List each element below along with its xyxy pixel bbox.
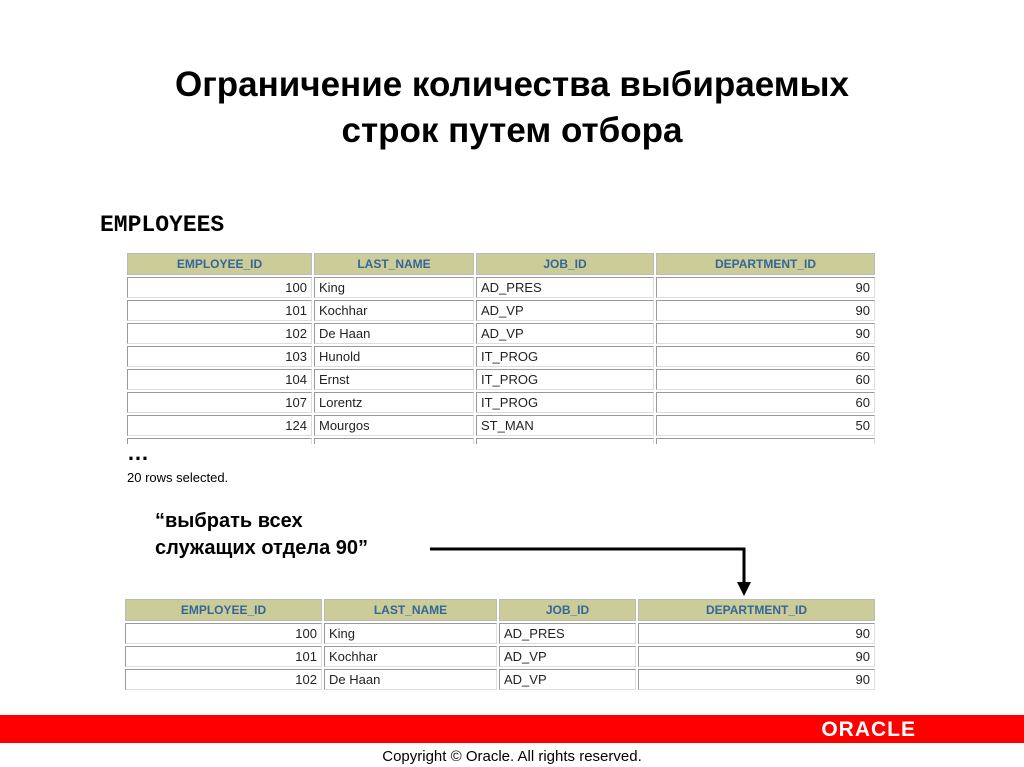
table-cell: 90 bbox=[656, 300, 875, 321]
table-cell: Mourgos bbox=[314, 415, 474, 436]
table-cell: 124 bbox=[127, 415, 312, 436]
table-cell: AD_PRES bbox=[476, 277, 654, 298]
caption-line-1: “выбрать всех bbox=[155, 510, 303, 532]
table-cell: 102 bbox=[125, 669, 322, 690]
column-header: EMPLOYEE_ID bbox=[125, 599, 322, 621]
table-cell: AD_VP bbox=[476, 300, 654, 321]
column-header: DEPARTMENT_ID bbox=[656, 253, 875, 275]
table-cell: IT_PROG bbox=[476, 392, 654, 413]
table-cell: Kochhar bbox=[324, 646, 497, 667]
table-cell: Hunold bbox=[314, 346, 474, 367]
column-header: JOB_ID bbox=[499, 599, 636, 621]
table-cell: De Haan bbox=[314, 323, 474, 344]
table-cell: 103 bbox=[127, 346, 312, 367]
table-cell: 90 bbox=[638, 646, 875, 667]
table-cell: 90 bbox=[656, 323, 875, 344]
column-header: LAST_NAME bbox=[324, 599, 497, 621]
title-line-2: строк путем отбора bbox=[341, 111, 683, 150]
column-header: LAST_NAME bbox=[314, 253, 474, 275]
table-cell: AD_VP bbox=[476, 323, 654, 344]
table-cell: 60 bbox=[656, 369, 875, 390]
title-line-1: Ограничение количества выбираемых bbox=[174, 65, 850, 104]
table-cell: IT_PROG bbox=[476, 346, 654, 367]
table-cell: IT_PROG bbox=[476, 369, 654, 390]
table-cell: 100 bbox=[127, 277, 312, 298]
table-cell: De Haan bbox=[324, 669, 497, 690]
table-cell: AD_PRES bbox=[499, 623, 636, 644]
table-row bbox=[125, 623, 875, 644]
table-name: EMPLOYEES bbox=[100, 212, 225, 238]
column-header: JOB_ID bbox=[476, 253, 654, 275]
column-header: EMPLOYEE_ID bbox=[127, 253, 312, 275]
table-cell: Ernst bbox=[314, 369, 474, 390]
table-cell: 90 bbox=[656, 277, 875, 298]
table-row bbox=[125, 669, 875, 690]
table-cell: King bbox=[324, 623, 497, 644]
table-cell: 101 bbox=[127, 300, 312, 321]
table-cell: 102 bbox=[127, 323, 312, 344]
caption-line-2: служащих отдела 90” bbox=[155, 537, 369, 559]
ellipsis: … bbox=[127, 440, 151, 465]
table-cell: Lorentz bbox=[314, 392, 474, 413]
table-cell: AD_VP bbox=[499, 646, 636, 667]
table-cell: Kochhar bbox=[314, 300, 474, 321]
result-table bbox=[123, 597, 877, 692]
column-header: DEPARTMENT_ID bbox=[638, 599, 875, 621]
table-cell: 107 bbox=[127, 392, 312, 413]
table-cell: 104 bbox=[127, 369, 312, 390]
table-cell: 90 bbox=[638, 669, 875, 690]
table-cell: ST_MAN bbox=[476, 415, 654, 436]
table-cell: 90 bbox=[638, 623, 875, 644]
table-row bbox=[125, 646, 875, 667]
oracle-logo: ORACLE bbox=[821, 718, 916, 741]
table-cell: 100 bbox=[125, 623, 322, 644]
rows-selected-text: 20 rows selected. bbox=[127, 470, 229, 485]
table-cell: AD_VP bbox=[499, 669, 636, 690]
copyright: Copyright © Oracle. All rights reserved. bbox=[382, 748, 642, 765]
table-cell: 60 bbox=[656, 392, 875, 413]
table-cell: 101 bbox=[125, 646, 322, 667]
table-cell: King bbox=[314, 277, 474, 298]
table-cell: 60 bbox=[656, 346, 875, 367]
table-cell: 50 bbox=[656, 415, 875, 436]
table-header bbox=[125, 599, 875, 621]
